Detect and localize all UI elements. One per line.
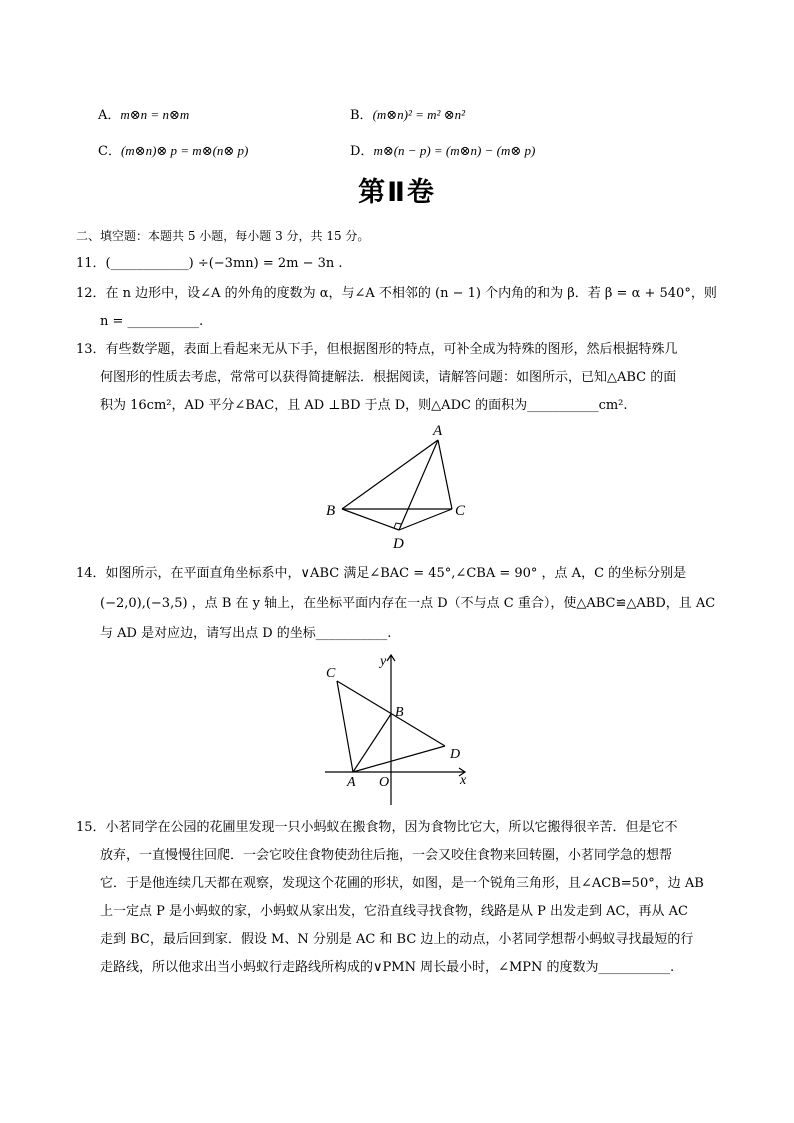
option-d [350, 143, 535, 160]
question-12-line-2: n = ___________. [100, 314, 204, 329]
question-13-number: 13． [76, 342, 106, 357]
question-14-line-1: 如图所示，在平面直角坐标系中，∨ABC 满足∠BAC = 45°,∠CBA = 90° ，点 A，C 的坐标分别是 [105, 566, 687, 581]
question-14-line-2: (−2,0),(−3,5) ，点 B 在 y 轴上，在坐标平面内存在一点 D（不与点 C 重合），使△ABC≌△ABD，且 AC [100, 596, 716, 611]
segment-ac [438, 440, 452, 509]
label-d: D [393, 536, 404, 552]
question-15-line-1: 小茗同学在公园的花圃里发现一只小蚂蚁在搬食物，因为食物比它大，所以它搬得很辛苦．但是它不 [105, 820, 678, 835]
option-c-label: C． [98, 144, 121, 159]
question-15 [76, 820, 678, 836]
question-12-line-1: 在 n 边形中，设∠A 的外角的度数为 α，与∠A 不相邻的 (n − 1) 个内角的和为 β．若 β = α + 540°，则 [105, 286, 717, 301]
option-a [98, 107, 189, 124]
option-a-text: m⊗n = n⊗m [120, 107, 190, 122]
option-c [98, 143, 248, 160]
option-c-text: (m⊗n)⊗ p = m⊗(n⊗ p) [120, 143, 249, 158]
question-14-line-3: 与 AD 是对应边，请写出点 D 的坐标___________. [100, 626, 392, 641]
question-13-figure [315, 418, 475, 553]
label-a: A [433, 423, 443, 439]
question-13-line-1: 有些数学题，表面上看起来无从下手，但根据图形的特点，可补全成为特殊的图形，然后根据特殊几 [105, 342, 678, 357]
option-b-label: B． [350, 108, 373, 123]
label-x: x [460, 773, 467, 788]
section-title: 第Ⅱ卷 [358, 177, 436, 208]
label-o: O [379, 775, 390, 790]
option-d-text: m⊗(n − p) = (m⊗n) − (m⊗ p) [373, 143, 536, 158]
question-15-line-4: 上一定点 P 是小蚂蚁的家，小蚂蚁从家出发，它沿直线寻找食物，线路是从 P 出发走到 AC，再从 AC [100, 904, 688, 919]
question-14 [76, 566, 686, 582]
label-a: A [347, 775, 356, 790]
label-d: D [450, 747, 461, 762]
label-c: C [326, 666, 336, 681]
segment-ac [337, 681, 353, 772]
question-13-line-3: 积为 16cm²，AD 平分∠BAC，且 AD ⊥BD 于点 D，则△ADC 的面积为___________cm². [100, 398, 628, 413]
question-11 [76, 256, 343, 272]
question-15-line-6: 走路线，所以他求出当小蚂蚁行走路线所构成的∨PMN 周长最小时，∠MPN 的度数为___________. [100, 960, 675, 975]
question-15-line-2: 放弃，一直慢慢往回爬．一会它咬住食物使劲往后拖，一会又咬住食物来回转圈，小茗同学急的想帮 [100, 848, 673, 863]
label-y: y [380, 654, 387, 669]
option-a-label: A． [98, 108, 121, 123]
section-header: 二、填空题：本题共 5 小题，每小题 3 分，共 15 分。 [76, 229, 370, 243]
question-15-line-5: 走到 BC，最后回到家．假设 M、N 分别是 AC 和 BC 边上的动点，小茗同学想帮小蚂蚁寻找最短的行 [100, 932, 694, 947]
question-15-line-3: 它．于是他连续几天都在观察，发现这个花圃的形状，如图，是一个锐角三角形，且∠ACB=50°，边 AB [100, 876, 704, 891]
segment-bd [342, 509, 399, 530]
question-14-figure [315, 650, 475, 810]
option-d-label: D． [350, 144, 374, 159]
question-15-number: 15． [76, 820, 106, 835]
option-b-text: (m⊗n)² = m² ⊗n² [372, 107, 465, 122]
question-11-text: (____________) ÷(−3mn) = 2m − 3n . [105, 256, 343, 271]
question-12-number: 12． [76, 286, 106, 301]
label-b: B [326, 503, 336, 519]
question-11-number: 11． [76, 256, 106, 271]
label-b: B [395, 705, 404, 720]
question-13 [76, 342, 678, 358]
option-b [350, 107, 465, 124]
question-12 [76, 286, 717, 302]
label-c: C [455, 503, 466, 519]
question-13-line-2: 何图形的性质去考虑，常常可以获得简捷解法．根据阅读，请解答问题：如图所示，已知△ABC 的面 [100, 370, 677, 385]
question-14-number: 14． [76, 566, 106, 581]
